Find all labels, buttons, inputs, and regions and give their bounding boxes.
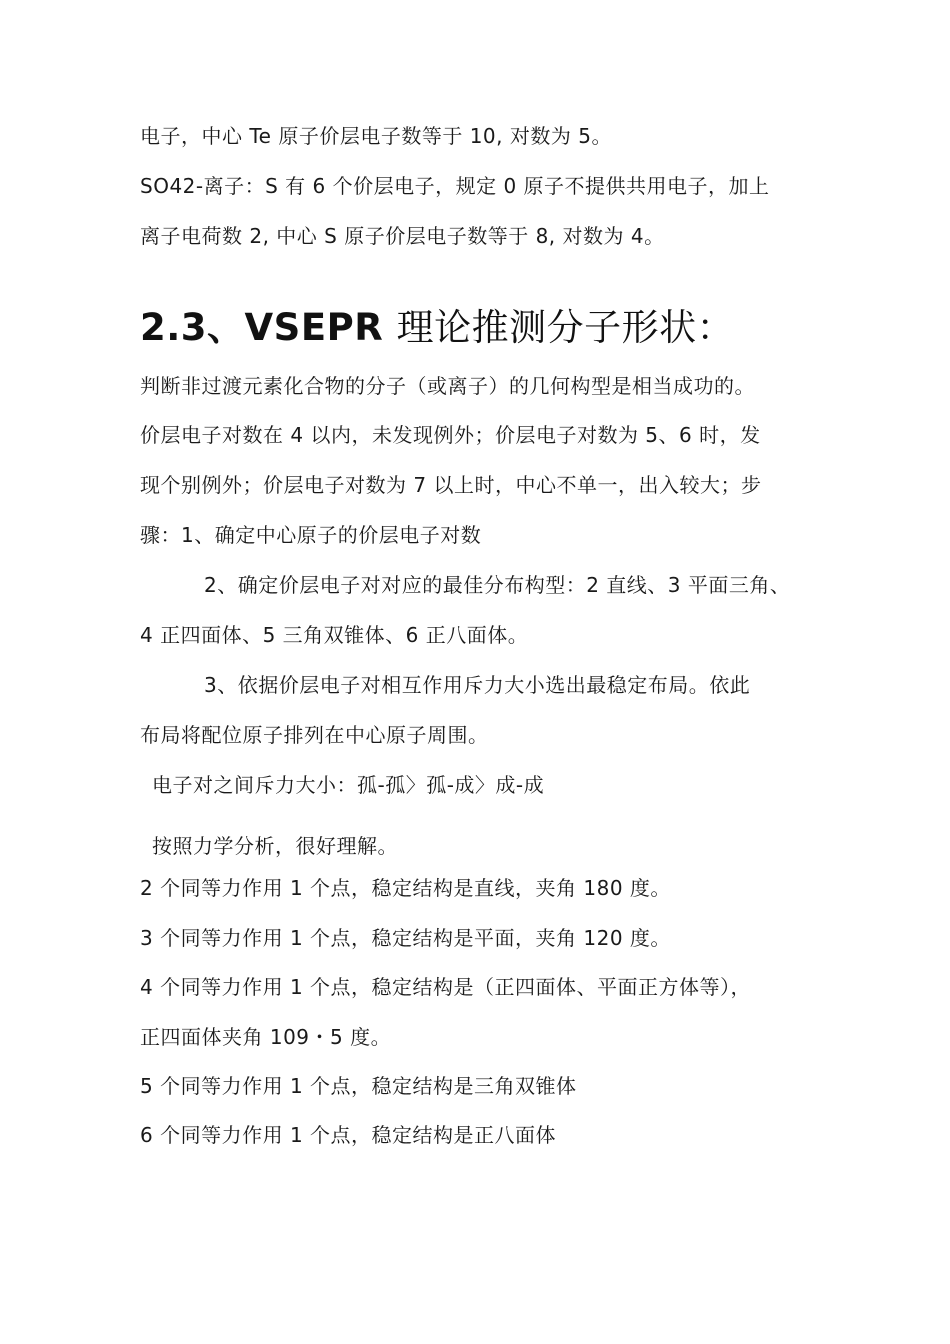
paragraph-line: 6 个同等力作用 1 个点，稳定结构是正八面体 [140,1123,557,1147]
paragraph-line: 4 个同等力作用 1 个点，稳定结构是（正四面体、平面正方体等）， [140,975,752,999]
paragraph-line: 现个别例外；价层电子对数为 7 以上时，中心不单一，出入较大；步 [140,473,762,497]
paragraph-line: 2、确定价层电子对对应的最佳分布构型：2 直线、3 平面三角、 [204,573,791,597]
paragraph-line: SO42-离子：S 有 6 个价层电子，规定 0 原子不提供共用电子，加上 [140,174,770,198]
paragraph-line: 5 个同等力作用 1 个点，稳定结构是三角双锥体 [140,1074,577,1098]
paragraph-line: 3 个同等力作用 1 个点，稳定结构是平面，夹角 120 度。 [140,926,671,950]
section-heading [140,303,734,353]
paragraph-line: 4 正四面体、5 三角双锥体、6 正八面体。 [140,623,529,647]
paragraph-line: 离子电荷数 2, 中心 S 原子价层电子数等于 8, 对数为 4。 [140,224,665,248]
paragraph-line: 电子，中心 Te 原子价层电子数等于 10, 对数为 5。 [140,124,612,148]
paragraph-line: 3、依据价层电子对相互作用斥力大小选出最稳定布局。依此 [204,673,751,697]
paragraph-line: 判断非过渡元素化合物的分子（或离子）的几何构型是相当成功的。 [140,374,755,398]
paragraph-line: 正四面体夹角 109・5 度。 [140,1025,392,1049]
paragraph-line: 按照力学分析，很好理解。 [152,834,398,858]
paragraph-line: 价层电子对数在 4 以内，未发现例外；价层电子对数为 5、6 时，发 [140,423,761,447]
paragraph-line: 布局将配位原子排列在中心原子周围。 [140,723,489,747]
paragraph-line: 2 个同等力作用 1 个点，稳定结构是直线，夹角 180 度。 [140,876,671,900]
section-heading-number: 2.3、VSEPR [140,306,384,349]
paragraph-line: 骤：1、确定中心原子的价层电子对数 [140,523,482,547]
section-heading-text: 理论推测分子形状： [396,306,735,349]
paragraph-line: 电子对之间斥力大小：孤-孤〉孤-成〉成-成 [152,773,545,797]
